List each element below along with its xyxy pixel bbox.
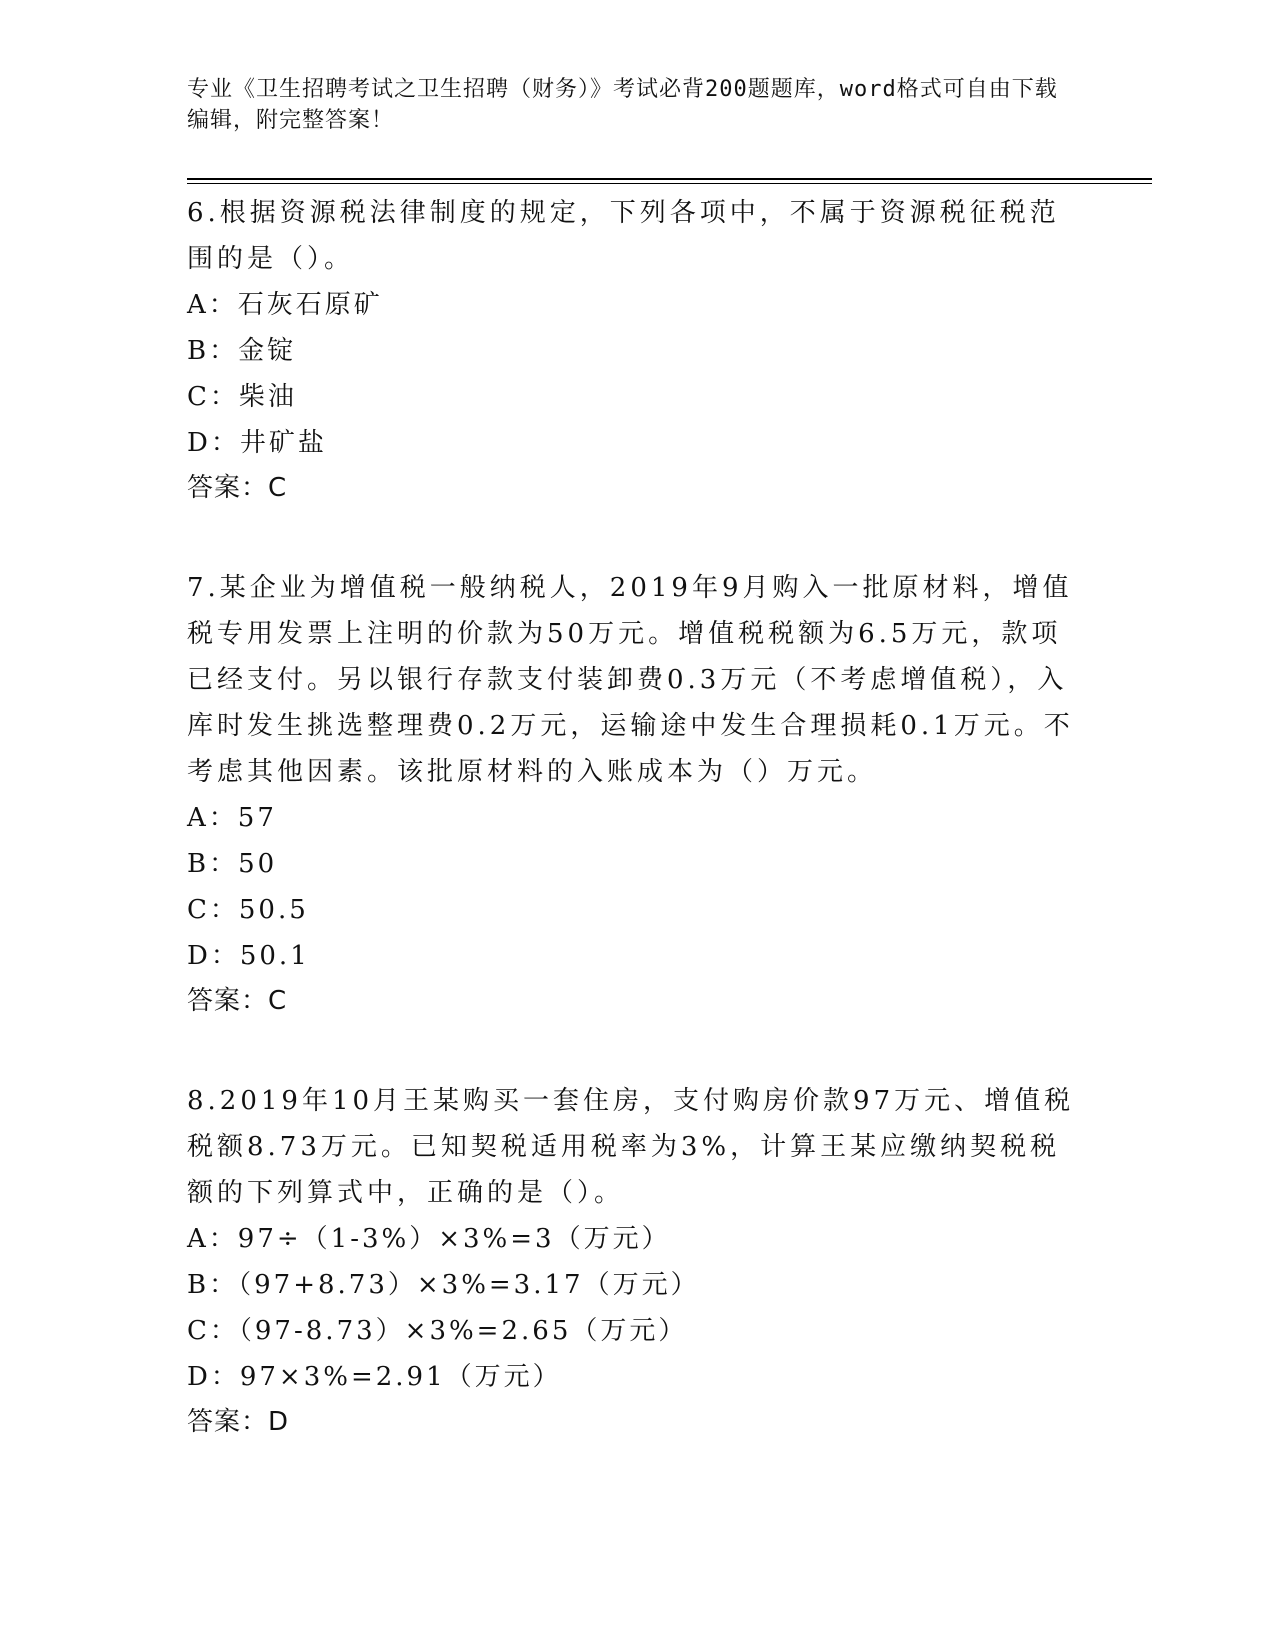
- document-header: 专业《卫生招聘考试之卫生招聘（财务）》考试必背200题题库，word格式可自由下载编辑，附完整答案！: [187, 77, 1058, 133]
- option-a: A：石灰石原矿: [187, 290, 383, 320]
- option-b: B：金锭: [187, 336, 297, 366]
- option-a: A：57: [187, 803, 277, 833]
- option-b: B：50: [187, 849, 278, 879]
- question-stem: 6.根据资源税法律制度的规定，下列各项中，不属于资源税征税范围的是（）。: [187, 198, 1060, 274]
- option-d: D：50.1: [187, 941, 310, 971]
- option-a: A：97÷（1-3%）×3%=3（万元）: [187, 1224, 671, 1254]
- question-7: [187, 565, 1087, 1023]
- question-list: [187, 190, 1087, 1499]
- question-stem: 8.2019年10月王某购买一套住房，支付购房价款97万元、增值税税额8.73万元。已知契税适用税率为3%，计算王某应缴纳契税税额的下列算式中，正确的是（）。: [187, 1086, 1075, 1208]
- answer-line: 答案：C: [187, 473, 288, 503]
- question-stem: 7.某企业为增值税一般纳税人，2019年9月购入一批原材料，增值税专用发票上注明的价款为50万元。增值税税额为6.5万元，款项已经支付。另以银行存款支付装卸费0.3万元（不考虑增值税），入库时发生挑选整理费0.2万元，运输途中发生合理损耗0.1万元。不考虑其他因素。该批原材料的入账成本为（）万元。: [187, 573, 1074, 787]
- answer-line: 答案：D: [187, 1407, 290, 1437]
- header-divider-thin: [187, 183, 1152, 184]
- question-8: [187, 1078, 1087, 1444]
- header-divider-thick: [187, 178, 1152, 180]
- option-c: C：（97-8.73）×3%=2.65（万元）: [187, 1316, 688, 1346]
- option-c: C：50.5: [187, 895, 309, 925]
- option-c: C：柴油: [187, 382, 297, 412]
- question-6: [187, 190, 1087, 510]
- option-d: D：97×3%=2.91（万元）: [187, 1362, 562, 1392]
- answer-line: 答案：C: [187, 986, 288, 1016]
- option-d: D：井矿盐: [187, 428, 327, 458]
- option-b: B：（97+8.73）×3%=3.17（万元）: [187, 1270, 700, 1300]
